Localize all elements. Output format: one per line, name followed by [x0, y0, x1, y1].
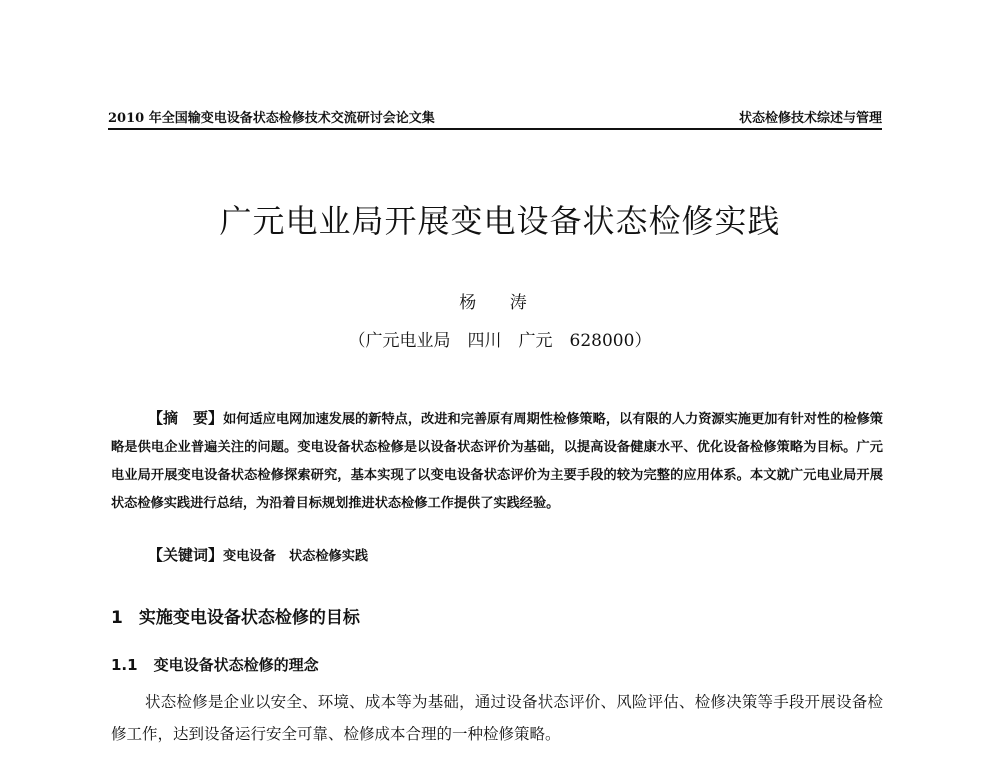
abstract — [111, 404, 883, 518]
keywords — [148, 544, 368, 565]
keywords-text: 变电设备 状态检修实践 — [223, 549, 369, 564]
section-number: 1 — [111, 608, 123, 628]
author-name: 杨 涛 — [459, 293, 541, 313]
section-heading-1 — [111, 603, 360, 628]
body-paragraph: 状态检修是企业以安全、环境、成本等为基础，通过设备状态评价、风险评估、检修决策等手段开展设备检修工作，达到设备运行安全可靠、检修成本合理的一种检修策略。 — [111, 693, 883, 743]
running-header — [108, 104, 882, 130]
header-proceedings-title: 2010 年全国输变电设备状态检修技术交流研讨会论文集 — [108, 111, 435, 126]
abstract-text: 如何适应电网加速发展的新特点，改进和完善原有周期性检修策略，以有限的人力资源实施更加有针对性的检修策略是供电企业普遍关注的问题。变电设备状态检修是以设备状态评价为基础，以提高设备健康水平、优化设备检修策略为目标。广元电业局开展变电设备状态检修探索研究，基本实现了以变电设备状态评价为主要手段的较为完整的应用体系。本文就广元电业局开展状态检修实践进行总结，为沿着目标规划推进状态检修工作提供了实践经验。 — [111, 412, 883, 511]
paper-title: 广元电业局开展变电设备状态检修实践 — [219, 202, 781, 240]
subsection-heading-1-1 — [111, 654, 319, 675]
subsection-number: 1.1 — [111, 656, 138, 674]
header-section-title: 状态检修技术综述与管理 — [738, 111, 882, 126]
section-title: 实施变电设备状态检修的目标 — [138, 608, 360, 628]
abstract-label: 【摘 要】 — [148, 409, 224, 427]
author-affiliation: （广元电业局 四川 广元 628000） — [348, 331, 652, 351]
keywords-label: 【关键词】 — [148, 546, 224, 564]
subsection-title: 变电设备状态检修的理念 — [153, 656, 319, 674]
